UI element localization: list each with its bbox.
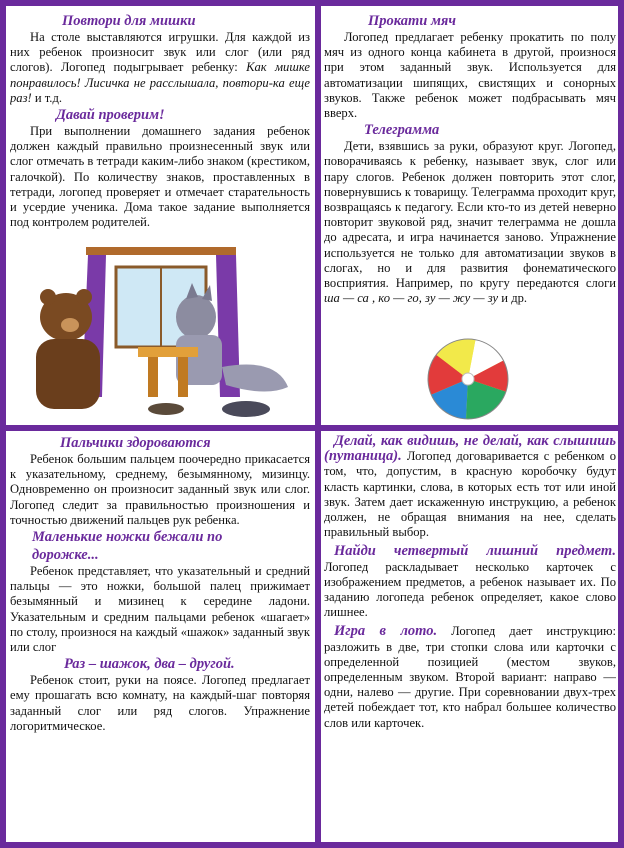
text-italic-part: ша — са , ко — го, зу — жу — зу xyxy=(324,291,499,306)
section-do-as-you-see xyxy=(324,434,616,540)
section-find-fourth xyxy=(324,544,616,620)
section-title-lotto: Игра в лото. xyxy=(334,623,438,640)
beach-ball-illustration xyxy=(426,337,510,421)
section-title-lets-check: Давай проверим! xyxy=(56,107,165,124)
bear-and-wolf-illustration xyxy=(26,247,306,419)
text-part: Дети, взявшись за руки, образуют круг. Логопед, поворачиваясь к ребенку, называет звук, слог или пару слогов. Ребенок должен повторить этот слог, повернувшись к товарищу. Телеграмма проходит круг, возвращаясь к педагогу. Если кто-то из детей неверно повторит звуковой ряд, значит телеграмма не дошла до адресата, и игра начинается заново. Упражнение используется не только для автоматизации звуков в слогах, но и для развития фонематического восприятия. Например, по кругу передаются слоги xyxy=(324,139,616,291)
section-text-lotto: Логопед дает инструкцию: разложить в две, три стопки слова или карточки с определенной позицией (местом звуков, определенным звуком. Второй вариант: направо — одни, налево — другие. При соревновании двух-трех детей побеждает тот, кто набрал большее количество слов или карточек. xyxy=(324,624,616,730)
section-title-find-fourth: Найди четвертый лишний предмет. xyxy=(334,543,616,560)
section-text-repeat-for-bear xyxy=(10,30,310,106)
text-part: и др. xyxy=(498,291,528,306)
text-part: и т.д. xyxy=(31,90,63,105)
section-text-fingers-greet: Ребенок большим пальцем поочередно прикасается к указательному, среднему, безымянному, мизинцу. Одновременно он произносит заданный звук или слог. Логопед следит за правильностью произношения и точностью движений пальцев рук ребенка. xyxy=(10,452,310,527)
section-text-do-as-you-see: Логопед договаривается с ребенком о том, что, допустим, в красную коробочку будут класть картинки, слова, в которых есть тот или иной звук. Затем дает искаженную инструкцию, а ребенок должен, не обращая внимания на нее, сделать правильный выбор. xyxy=(324,449,616,540)
section-text-little-feet: Ребенок представляет, что указательный и средний пальцы — это ножки, большой палец прижимает безымянный и мизинец к середине ладони. Указательным и средним пальцами ребенок «шагает» по столу, произнося на каждый «шажок» заданный звук или слог xyxy=(10,564,310,655)
text-part: На столе выставляются игрушки. Для каждой из них ребенок произносит звук или слог (или ряд слогов). Логопед подыгрывает ребенку: xyxy=(10,30,310,75)
section-title-step-one-two: Раз – шажок, два – другой. xyxy=(64,656,235,673)
section-title-roll-ball: Прокати мяч xyxy=(368,13,456,29)
horizontal-divider xyxy=(6,425,618,431)
section-text-find-fourth: Логопед раскладывает несколько карточек с изображением предметов, а ребенок называет их. По заданию логопеда ребенок определяет, какое слово лишнее. xyxy=(324,559,616,620)
panel-bottom-left xyxy=(10,434,310,838)
section-lotto xyxy=(324,624,616,730)
panel-top-left xyxy=(10,12,310,422)
section-title-do-as-you-see: Делай, как видишь, не делай, как слышишь (путаница). xyxy=(324,434,616,465)
section-text-step-one-two: Ребенок стоит, руки на поясе. Логопед предлагает ему прошагать всю комнату, на каждый-шаг повторяя заданный слог или ряд слогов. Упражнение логоритмическое. xyxy=(10,673,310,733)
text-italic-part: Как мишке понравилось! Лисичка не расслышала, повтори-ка еще раз! xyxy=(10,60,310,105)
section-text-telegram xyxy=(324,139,616,306)
section-text-roll-ball: Логопед предлагает ребенку прокатить по полу мяч из одного конца кабинета в другой, произнося при этом заданный звук. Используется для автоматизации шипящих, свистящих и сонорных звуков. Также ребенок может подбрасывать мяч вверх. xyxy=(324,30,616,121)
section-title-repeat-for-bear: Повтори для мишки xyxy=(62,13,196,29)
section-text-lets-check: При выполнении домашнего задания ребенок должен каждый правильно произнесенный звук или слог отмечать в тетради каким-либо знаком (крестиком, галочкой). По количеству знаков, проставленных в тетради, логопед проверяет и отмечает старательность и усердие ученика. Дома такое задание выполняется под контролем родителей. xyxy=(10,124,310,230)
panel-top-right xyxy=(324,12,616,422)
section-title-fingers-greet: Пальчики здороваются xyxy=(60,435,211,451)
section-title-little-feet: Маленькие ножки бежали по дорожке... xyxy=(32,529,223,564)
panel-bottom-right xyxy=(324,434,616,838)
vertical-divider xyxy=(315,6,321,842)
section-title-telegram: Телеграмма xyxy=(364,122,440,139)
